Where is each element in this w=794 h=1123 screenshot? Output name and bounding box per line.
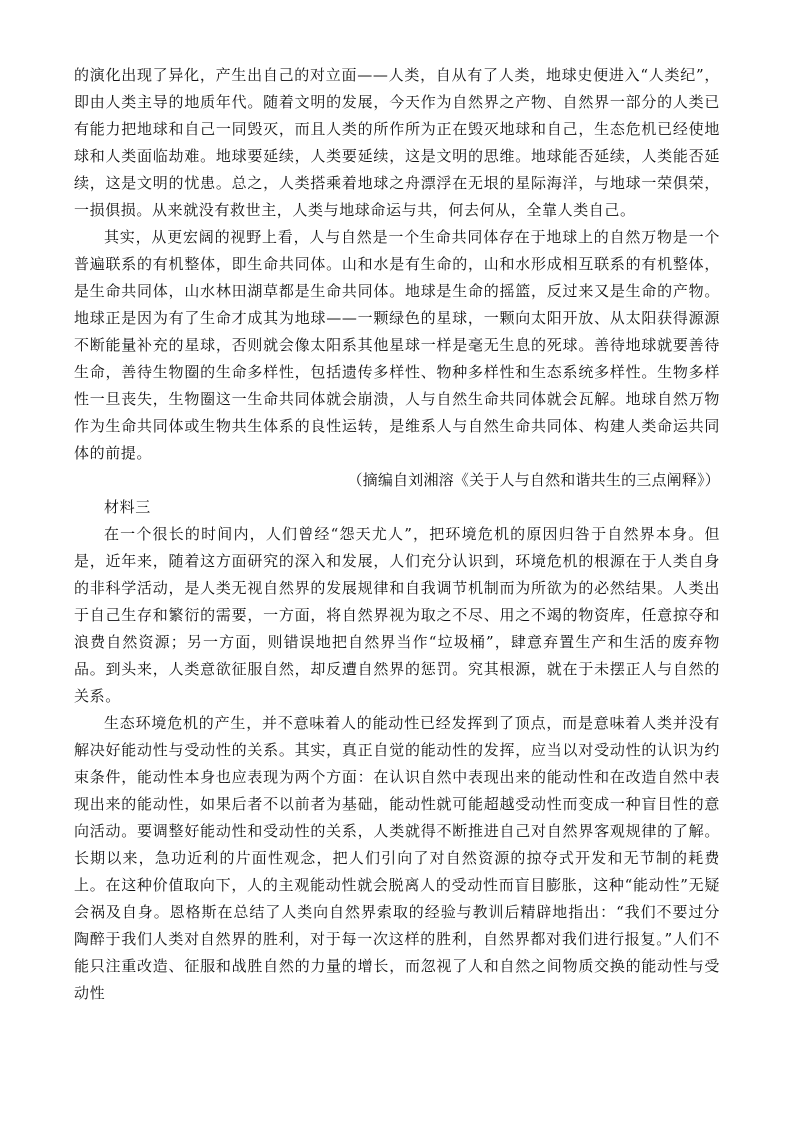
document-page <box>74 62 720 1007</box>
paragraph-agency-passivity: 生态环境危机的产生，并不意味着人的能动性已经发挥到了顶点，而是意味着人类并没有解决好能动性与受动性的关系。其实，真正自觉的能动性的发挥，应当以对受动性的认识为约束条件，能动性本身也应表现为两个方面：在认识自然中表现出来的能动性和在改造自然中表现出来的能动性，如果后者不以前者为基础，能动性就可能超越受动性而变成一种盲目性的意向活动。要调整好能动性和受动性的关系，人类就得不断推进自己对自然界客观规律的了解。长期以来，急功近利的片面性观念，把人们引向了对自然资源的掠夺式开发和无节制的耗费上。在这种价值取向下，人的主观能动性就会脱离人的受动性而盲目膨胀，这种“能动性”无疑会祸及自身。恩格斯在总结了人类向自然界索取的经验与教训后精辟地指出：“我们不要过分陶醉于我们人类对自然界的胜利，对于每一次这样的胜利，自然界都对我们进行报复。”人们不能只注重改造、征服和战胜自然的力量的增长，而忽视了人和自然之间物质交换的能动性与受动性 <box>74 714 720 1002</box>
source-citation: （摘编自刘湘溶《关于人与自然和谐共生的三点阐释》） <box>347 471 720 489</box>
paragraph-life-community: 其实，从更宏阔的视野上看，人与自然是一个生命共同体存在于地球上的自然万物是一个普遍联系的有机整体，即生命共同体。山和水是有生命的，山和水形成相互联系的有机整体，是生命共同体，山水林田湖草都是生命共同体。地球是生命的摇篮，反过来又是生命的产物。地球正是因为有了生命才成其为地球——一颗绿色的星球，一颗向太阳开放、从太阳获得源源不断能量补充的星球，否则就会像太阳系其他星球一样是毫无生息的死球。善待地球就要善待生命，善待生物圈的生命多样性，包括遗传多样性、物种多样性和生态系统多样性。生物多样性一旦丧失，生物圈这一生命共同体就会崩溃，人与自然生命共同体就会瓦解。地球自然万物作为生命共同体或生物共生体系的良性运转，是维系人与自然生命共同体、构建人类命运共同体的前提。 <box>74 228 720 462</box>
paragraph-continued: 的演化出现了异化，产生出自己的对立面——人类，自从有了人类，地球史便进入“人类纪”，即由人类主导的地质年代。随着文明的发展，今天作为自然界之产物、自然界一部分的人类已有能力把地球和自己一同毁灭，而且人类的所作所为正在毁灭地球和自己，生态危机已经使地球和人类面临劫难。地球要延续，人类要延续，这是文明的思维。地球能否延续，人类能否延续，这是文明的忧患。总之，人类搭乘着地球之舟漂浮在无垠的星际海洋，与地球一荣俱荣，一损俱损。从来就没有救世主，人类与地球命运与共，何去何从，全靠人类自己。 <box>74 66 720 219</box>
paragraph-environment-crisis: 在一个很长的时间内，人们曾经“怨天尤人”，把环境危机的原因归咎于自然界本身。但是，近年来，随着这方面研究的深入和发展，人们充分认识到，环境危机的根源在于人类自身的非科学活动，是人类无视自然界的发展规律和自我调节机制而为所欲为的必然结果。人类出于自己生存和繁衍的需要，一方面，将自然界视为取之不尽、用之不竭的物资库，任意掠夺和浪费自然资源；另一方面，则错误地把自然界当作“垃圾桶”，肆意弃置生产和生活的废弃物品。到头来，人类意欲征服自然，却反遭自然界的惩罚。究其根源，就在于未摆正人与自然的关系。 <box>74 525 720 705</box>
section-heading-material-three: 材料三 <box>104 498 151 516</box>
